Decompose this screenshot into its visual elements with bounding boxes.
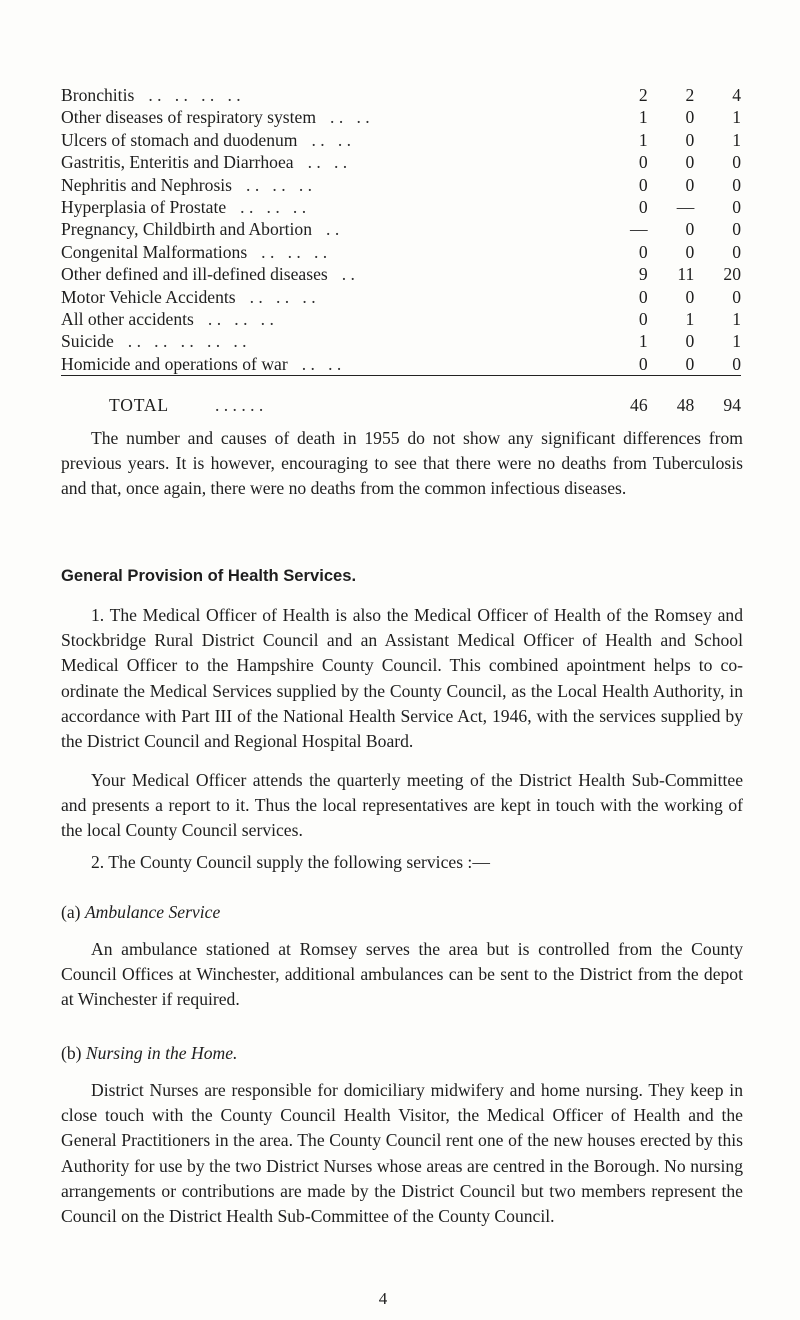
female-count: 1 <box>685 309 695 330</box>
total-count: 0 <box>732 219 741 240</box>
intro-paragraph-block <box>61 426 743 502</box>
leader-dots: . . . . <box>301 353 342 374</box>
table-row <box>61 174 741 196</box>
cause-cell <box>61 174 601 196</box>
total-count: 0 <box>732 353 741 374</box>
female-count: 2 <box>685 85 695 105</box>
table-row <box>61 308 741 330</box>
cause-cell <box>61 151 601 173</box>
female-count: 0 <box>685 152 695 173</box>
leader-dots: . . . . . . . . <box>148 85 241 105</box>
cause-label: Nephritis and Nephrosis <box>61 174 233 195</box>
total-female: 48 <box>676 395 695 416</box>
male-count: 0 <box>638 353 648 374</box>
female-count: — <box>676 197 695 218</box>
paragraph-a: An ambulance stationed at Romsey serves the area but is controlled from the County Council Offices at Winchester, additional ambulances can be sent to the District from the depot at Winchester if required. <box>61 939 743 1010</box>
cause-label: All other accidents <box>61 309 194 330</box>
cause-cell <box>61 241 601 263</box>
cause-label: Homicide and operations of war <box>61 353 288 374</box>
cause-label: Bronchitis <box>61 85 135 105</box>
female-count: 0 <box>685 107 695 128</box>
table-row <box>61 129 741 151</box>
cause-label: Ulcers of stomach and duodenum <box>61 129 298 150</box>
subheading-a-label: (a) <box>61 902 81 922</box>
female-count: 0 <box>685 331 695 352</box>
total-count: 1 <box>732 129 741 150</box>
male-count: 2 <box>638 85 648 105</box>
table-row <box>61 218 741 240</box>
total-count: 1 <box>732 331 741 352</box>
cause-cell <box>61 308 601 330</box>
table-row <box>61 353 741 376</box>
total-count: 4 <box>732 85 741 105</box>
table-row <box>61 196 741 218</box>
leader-dots: . . . . <box>307 152 348 173</box>
female-count: 0 <box>685 286 695 307</box>
table-row <box>61 330 741 352</box>
female-count: 0 <box>685 241 695 262</box>
paragraph-3: 2. The County Council supply the following services :— <box>91 852 490 872</box>
subheading-a-title: Ambulance Service <box>84 902 221 922</box>
leader-dots: . . . . . . <box>246 174 313 195</box>
table-row <box>61 263 741 285</box>
intro-paragraph: The number and causes of death in 1955 do not show any significant differences from previous years. It is however, encouraging to see that there were no deaths from Tuberculosis and that, once again, there were no deaths from the common infectious diseases. <box>61 428 743 499</box>
subheading-b <box>61 1043 237 1064</box>
para1-block <box>61 603 743 754</box>
total-count: 20 <box>723 264 741 285</box>
cause-cell <box>61 218 601 240</box>
cause-cell <box>61 84 601 106</box>
male-count: 0 <box>638 152 648 173</box>
male-count: 0 <box>638 286 648 307</box>
subheading-b-title: Nursing in the Home. <box>85 1043 238 1063</box>
total-count: 0 <box>732 152 741 173</box>
subheading-a <box>61 902 220 923</box>
leader-dots: . . . . . . <box>261 241 328 262</box>
cause-cell <box>61 330 601 352</box>
total-label: TOTAL <box>109 395 169 416</box>
leader-dots: . . . . <box>330 107 370 128</box>
female-count: 11 <box>677 264 695 285</box>
total-count: 0 <box>732 241 741 262</box>
para-b-block <box>61 1078 743 1229</box>
total-count: 1 <box>732 309 741 330</box>
cause-label: Gastritis, Enteritis and Diarrhoea <box>61 152 294 173</box>
cause-cell <box>61 263 601 285</box>
para2-block <box>61 768 743 844</box>
male-count: — <box>630 219 648 240</box>
male-count: 0 <box>638 241 648 262</box>
total-count: 0 <box>732 174 741 195</box>
total-count: 1 <box>732 107 741 128</box>
male-count: 0 <box>638 309 648 330</box>
leader-dots: . . . . <box>311 129 352 150</box>
paragraph-2: Your Medical Officer attends the quarterly meeting of the District Health Sub-Committee and presents a report to it. Thus the local representatives are kept in touch with the working of the local County Council services. <box>61 770 743 841</box>
male-count: 1 <box>638 107 648 128</box>
total-all: 94 <box>723 395 741 416</box>
subheading-b-label: (b) <box>61 1043 82 1063</box>
leader-dots: . . . . . . <box>249 286 316 307</box>
total-dots: . . . . . . <box>214 395 264 416</box>
leader-dots: . . <box>326 219 340 240</box>
cause-label: Suicide <box>61 331 114 352</box>
total-male: 46 <box>630 395 648 416</box>
cause-cell <box>61 106 601 128</box>
male-count: 0 <box>638 174 648 195</box>
cause-label: Other defined and ill-defined diseases <box>61 264 328 285</box>
total-count: 0 <box>732 286 741 307</box>
page-number: 4 <box>378 1289 388 1308</box>
causes-of-death-table <box>61 84 741 417</box>
male-count: 1 <box>638 331 648 352</box>
table-row <box>61 241 741 263</box>
male-count: 1 <box>638 129 648 150</box>
table-body <box>61 84 741 376</box>
cause-cell <box>61 286 601 308</box>
para3-block <box>61 850 743 875</box>
total-row <box>61 380 741 416</box>
table-row <box>61 286 741 308</box>
leader-dots: . . . . . . <box>207 309 274 330</box>
leader-dots: . . . . . . <box>240 197 307 218</box>
table-row <box>61 84 741 106</box>
cause-label: Other diseases of respiratory system <box>61 107 317 128</box>
leader-dots: . . <box>341 264 355 285</box>
cause-label: Hyperplasia of Prostate <box>61 197 227 218</box>
female-count: 0 <box>685 129 695 150</box>
cause-label: Pregnancy, Childbirth and Abortion <box>61 219 313 240</box>
para-a-block <box>61 937 743 1013</box>
cause-cell <box>61 353 601 376</box>
female-count: 0 <box>685 353 695 374</box>
cause-label: Motor Vehicle Accidents <box>61 286 236 307</box>
leader-dots: . . . . . . . . . . <box>127 331 247 352</box>
paragraph-b: District Nurses are responsible for domiciliary midwifery and home nursing. They keep in close touch with the County Council Health Visitor, the Medical Officer of Health and the General Practitioners in the area. The County Council rent one of the new houses erected by this Authority for use by the two District Nurses whose areas are centred in the Borough. No nursing arrangements or contributions are made by the District Council but two members represent the Council on the District Health Sub-Committee of the County Council. <box>61 1080 743 1227</box>
cause-cell <box>61 196 601 218</box>
table-row <box>61 106 741 128</box>
cause-label: Congenital Malformations <box>61 241 248 262</box>
paragraph-1: 1. The Medical Officer of Health is also the Medical Officer of Health of the Romsey and Stockbridge Rural District Council and an Assistant Medical Officer of Health and School Medical Officer to the Hampshire County Council. This combined apointment helps to co-ordinate the Medical Services supplied by the County Council, as the Local Health Authority, in accordance with Part III of the National Health Service Act, 1946, with the services supplied by the District Council and Regional Hospital Board. <box>61 605 743 752</box>
male-count: 0 <box>638 197 648 218</box>
cause-cell <box>61 129 601 151</box>
male-count: 9 <box>638 264 648 285</box>
total-count: 0 <box>732 197 741 218</box>
female-count: 0 <box>685 174 695 195</box>
female-count: 0 <box>685 219 695 240</box>
table-row <box>61 151 741 173</box>
section-heading: General Provision of Health Services. <box>61 566 357 585</box>
